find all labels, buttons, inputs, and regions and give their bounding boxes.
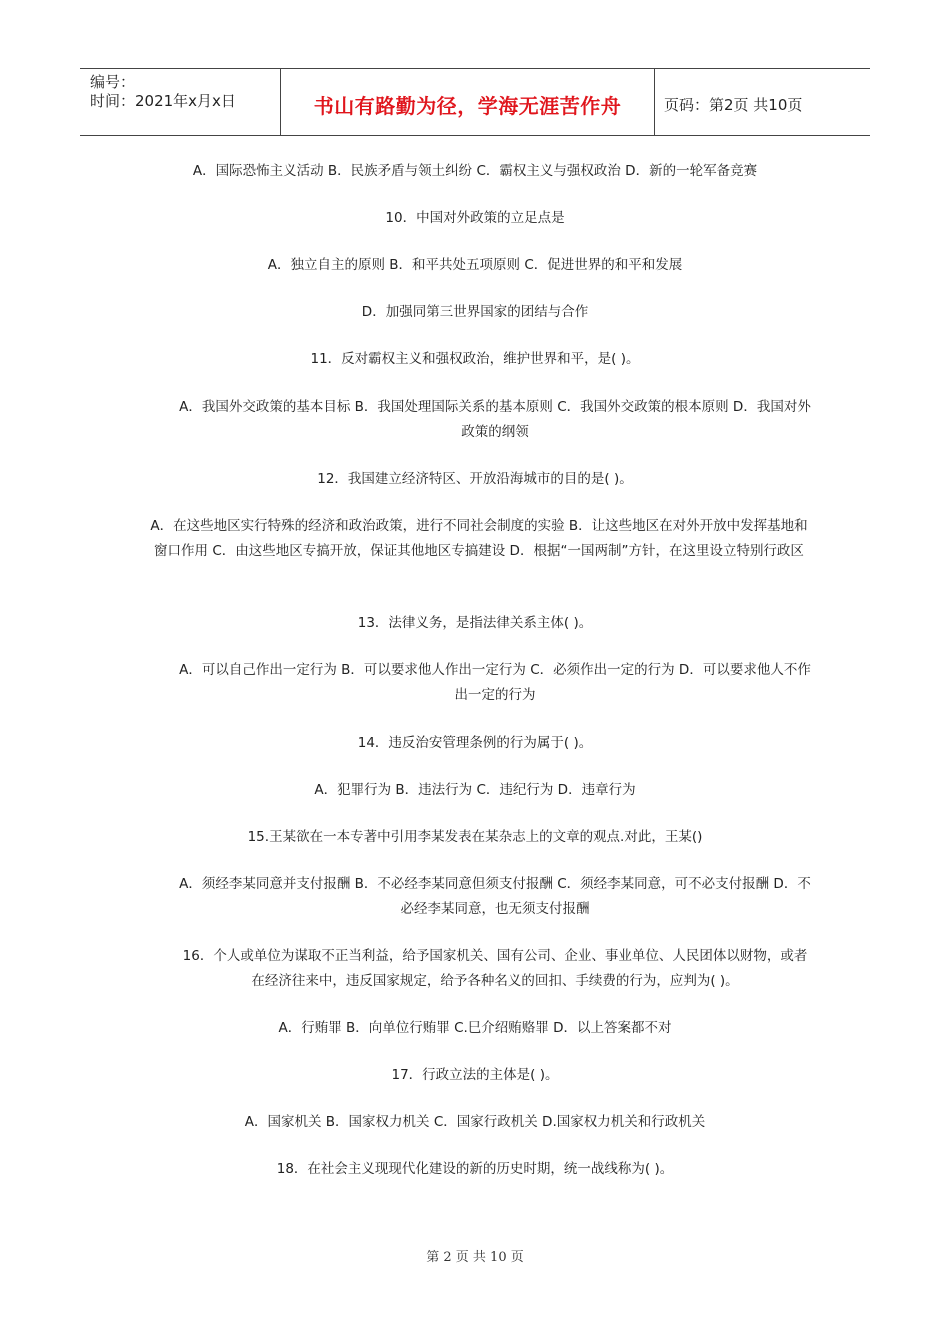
header-motto: 书山有路勤为径，学海无涯苦作舟 (313, 94, 622, 118)
question-12: 12．我国建立经济特区、开放沿海城市的目的是( )。 (317, 471, 633, 487)
question-17: 17．行政立法的主体是( )。 (391, 1067, 559, 1083)
question-options: A．我国外交政策的基本目标 B．我国处理国际关系的基本原则 C．我国外交政策的根本原则 D．我国对外政策的纲领 (179, 399, 811, 440)
question-options: A．国际恐怖主义活动 B．民族矛盾与领土纠纷 C．霸权主义与强权政治 D．新的一轮军备竞赛 (192, 163, 758, 179)
question-18: 18．在社会主义现现代化建设的新的历史时期，统一战线称为( )。 (276, 1161, 674, 1177)
question-10: 10．中国对外政策的立足点是 (385, 210, 565, 226)
question-options: A．须经李某同意并支付报酬 B．不必经李某同意但须支付报酬 C．须经李某同意，可不必支付报酬 D．不必经李某同意，也无须支付报酬 (179, 876, 811, 917)
page-footer: 第 2 页 共 10 页 (426, 1250, 524, 1265)
question-options: A．在这些地区实行特殊的经济和政治政策，进行不同社会制度的实验 B．让这些地区在对外开放中发挥基地和窗口作用 C．由这些地区专搞开放，保证其他地区专搞建设 D．根据“一国两制”方针，在这里设立特别行政区 (150, 518, 808, 559)
question-11: 11．反对霸权主义和强权政治，维护世界和平，是( )。 (310, 351, 640, 367)
question-13: 13．法律义务，是指法律关系主体( )。 (357, 615, 593, 631)
question-options: A．国家机关 B．国家权力机关 C．国家行政机关 D.国家权力机关和行政机关 (244, 1114, 706, 1130)
header-divider (654, 69, 655, 135)
question-options: A．犯罪行为 B．违法行为 C．违纪行为 D．违章行为 (314, 782, 636, 798)
time-label: 时间：2021年x月x日 (90, 92, 236, 110)
question-14: 14．违反治安管理条例的行为属于( )。 (357, 735, 593, 751)
page-header (80, 68, 870, 136)
question-options: A．可以自己作出一定行为 B．可以要求他人作出一定行为 C．必须作出一定的行为 D．可以要求他人不作出一定的行为 (179, 662, 811, 703)
question-15: 15.王某欲在一本专著中引用李某发表在某杂志上的文章的观点.对此，王某() (247, 829, 703, 845)
question-options: A．行贿罪 B．向单位行贿罪 C.巳介绍贿赂罪 D．以上答案都不对 (278, 1020, 672, 1036)
number-label: 编号： (90, 73, 136, 91)
question-16: 16．个人或单位为谋取不正当利益，给予国家机关、国有公司、企业、事业单位、人民团体以财物，或者在经济往来中，违反国家规定，给予各种名义的回扣、手续费的行为，应判为( )。 (182, 948, 808, 989)
header-meta (90, 73, 236, 111)
question-options: A．独立自主的原则 B．和平共处五项原则 C．促进世界的和平和发展 (267, 257, 683, 273)
header-page-info: 页码：第2页 共10页 (664, 96, 803, 114)
question-options: D．加强同第三世界国家的团结与合作 (361, 304, 589, 320)
